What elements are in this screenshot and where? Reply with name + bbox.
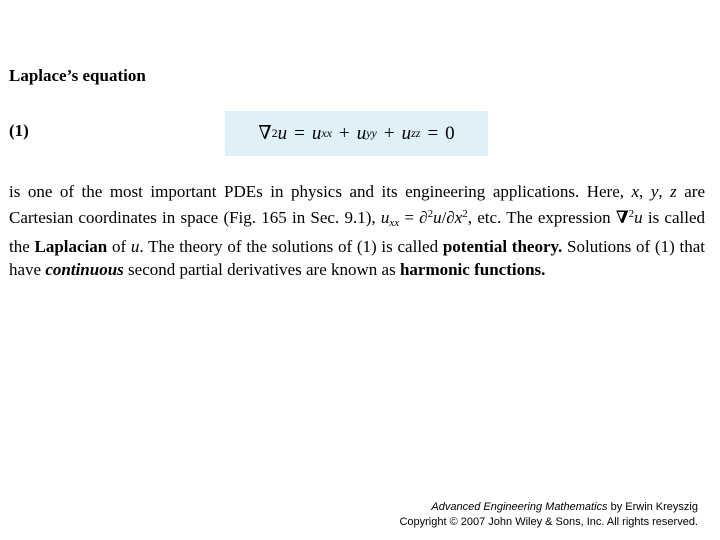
para-text-7: of — [107, 237, 131, 256]
var-u-2: u — [433, 208, 442, 227]
section-heading: Laplace’s equation — [9, 66, 146, 85]
para-text-9: Solutions of (1) that have — [9, 237, 705, 279]
subscript-zz: zz — [411, 126, 421, 140]
term-harmonic-functions: harmonic functions. — [399, 260, 546, 279]
footer-credit — [399, 500, 698, 530]
equation-u: u — [277, 122, 288, 144]
term-u-zz: u — [401, 122, 412, 144]
term-u-yy: u — [356, 122, 367, 144]
var-x: x — [631, 182, 640, 201]
para-text-4: /∂ — [441, 208, 455, 227]
equals-sign: = — [294, 122, 305, 144]
body-paragraph — [9, 180, 705, 281]
nabla-symbol: ∇ — [258, 123, 272, 144]
book-title: Advanced Engineering Mathematics — [431, 501, 608, 513]
footer-line-1 — [399, 500, 698, 515]
para-comma-1: , — [639, 182, 651, 201]
var-y: y — [650, 182, 659, 201]
para-comma-2: , — [658, 182, 671, 201]
para-text-1: is one of the most important PDEs in physics and its engineering applications. Here, — [9, 182, 632, 201]
term-laplacian: Laplacian — [34, 237, 108, 256]
equation-number: (1) — [9, 121, 29, 140]
equation-power: 2 — [271, 126, 278, 140]
para-text-5: , etc. The expression — [467, 208, 616, 227]
para-text-6: is called the — [9, 208, 706, 256]
equation-box — [225, 111, 488, 156]
book-author: by Erwin Kreyszig — [607, 501, 698, 513]
nabla-bold: ∇ — [615, 208, 629, 227]
equation-rhs: 0 — [445, 122, 455, 144]
plus-sign-1: + — [339, 122, 350, 144]
superscript-2-a: 2 — [427, 208, 434, 220]
term-u-xx: u — [311, 122, 322, 144]
var-z: z — [670, 182, 677, 201]
subscript-yy: yy — [366, 126, 377, 140]
footer-copyright: Copyright © 2007 John Wiley & Sons, Inc. All rights reserved. — [399, 516, 698, 528]
subscript-xx: xx — [321, 126, 332, 140]
para-text-3: = ∂ — [399, 208, 428, 227]
var-u-4: u — [130, 237, 140, 256]
term-continuous: continuous — [45, 260, 124, 279]
var-u-1: u — [380, 208, 390, 227]
para-text-8: . The theory of the solutions of (1) is called — [139, 237, 443, 256]
var-u-3: u — [634, 208, 643, 227]
superscript-2-b: 2 — [462, 208, 468, 220]
var-x-2: x — [454, 208, 463, 227]
para-text-10: second partial derivatives are known as — [123, 260, 400, 279]
para-text-2: are Cartesian coordinates in space (Fig. 165 in Sec. 9.1), — [9, 182, 706, 227]
superscript-2-c: 2 — [628, 208, 635, 220]
term-potential-theory: potential theory. — [442, 237, 563, 256]
equals-sign-2: = — [427, 122, 439, 144]
plus-sign-2: + — [383, 122, 395, 144]
subscript-xx-inline: xx — [389, 217, 400, 229]
